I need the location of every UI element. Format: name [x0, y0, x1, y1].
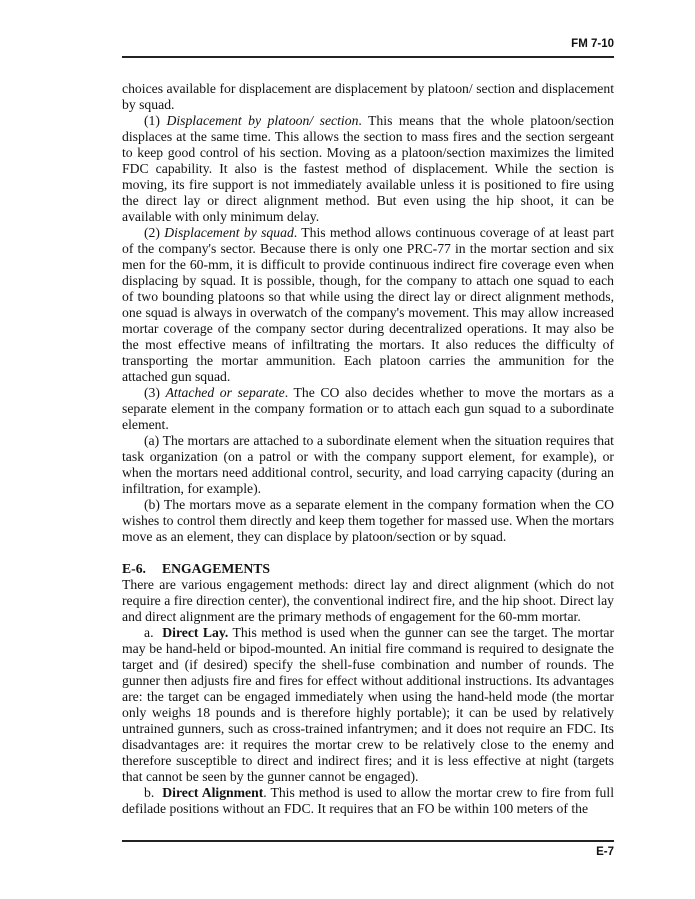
paragraph-label: (2): [144, 225, 165, 240]
paragraph-displacement-by-squad: [122, 225, 614, 385]
footer-rule: [122, 840, 614, 842]
paragraph-a-attached: (a) The mortars are attached to a subordinate element when the situation requires that task organization (on a patrol or with the company support element, for example), or when the mortars need additional control, security, and load carrying capacity (during an infiltration, for example).: [122, 433, 614, 496]
paragraph-title: Direct Alignment: [162, 785, 264, 800]
paragraph-text: This method is used when the gunner can see the target. The mortar may be hand-held or bipod-mounted. An initial fire command is required to designate the target and (if desired) specify the shell-fuse combination and number of rounds. The gunner then adjusts fire and fires for effect without additional instructions. Its advantages are: the target can be engaged immediately when using the hand-held mode (the mortar only weighs 18 pounds and is therefore highly portable); it can be used by relatively untrained gunners, such as cross-trained infantrymen; and it does not require an FDC. Its disadvantages are: it requires the mortar crew to be relatively close to the enemy and therefore susceptible to direct and indirect fires; and it is less effective at night (targets that cannot be seen by the gunner cannot be engaged).: [122, 625, 614, 784]
paragraph-label: (1): [144, 113, 167, 128]
paragraph-attached-or-separate: [122, 385, 614, 433]
paragraph-title: Direct Lay.: [162, 625, 229, 640]
paragraph-direct-lay: [122, 625, 614, 785]
section-intro: There are various engagement methods: direct lay and direct alignment (which do not require a fire direction center), the conventional indirect fire, and the hip shoot. Direct lay and direct alignment are the primary methods of engagement for the 60-mm mortar.: [122, 577, 614, 624]
paragraph-label: a.: [144, 625, 154, 640]
section-number: E-6.: [122, 561, 146, 576]
paragraph-text: . The CO also decides whether to move the mortars as a separate element in the company formation or to attach each gun squad to a subordinate element.: [122, 385, 614, 432]
paragraph-title: Attached or separate: [165, 385, 285, 400]
running-header: FM 7-10: [571, 38, 614, 50]
page-body: [122, 81, 614, 817]
page-number: E-7: [596, 846, 614, 858]
paragraph-continuation: choices available for displacement are displacement by platoon/ section and displacement by squad.: [122, 81, 614, 112]
paragraph-text: . This means that the whole platoon/section displaces at the same time. This allows the section to mass fires and the section sergeant to keep good control of his section. Moving as a platoon/section maximizes the limited FDC capability. It also is the fastest method of displacement. While the section is moving, its fire support is not immediately available unless it is positioned to fire using the direct lay or direct alignment method. But even using the hip shoot, it can be available with only minimum delay.: [122, 113, 615, 224]
paragraph-text: . This method is used to allow the mortar crew to fire from full defilade positions without an FDC. It requires that an FO be within 100 meters of the: [122, 785, 614, 816]
paragraph-label: (3): [144, 385, 166, 400]
paragraph-direct-alignment: [122, 785, 614, 817]
paragraph-displacement-by-platoon: [122, 113, 614, 225]
section-heading: [122, 561, 614, 577]
paragraph-label: b.: [144, 785, 155, 800]
paragraph-title: Displacement by squad: [164, 225, 294, 240]
paragraph-b-separate: (b) The mortars move as a separate element in the company formation when the CO wishes to control them directly and keep them together for massed use. When the mortars move as an element, they can displace by platoon/section or by squad.: [122, 497, 614, 544]
header-rule: [122, 56, 614, 58]
section-title: ENGAGEMENTS: [162, 561, 270, 576]
paragraph-text: . This method allows continuous coverage of at least part of the company's sector. Because there is only one PRC-77 in the mortar section and six men for the 60-mm, it is difficult to provide continuous indirect fire coverage even when displacing by squad. It is possible, though, for the company to attach one squad to each of two bounding platoons so that while using the direct lay or direct alignment methods, one squad is always in overwatch of the company's movement. This may allow increased mortar coverage of the company sector during decentralized operations. It may also be the most effective means of infiltrating the mortars. It also reduces the difficulty of transporting the mortar ammunition. Each platoon carries the ammunition for the attached gun squad.: [122, 225, 614, 384]
paragraph-title: Displacement by platoon/ section: [166, 113, 359, 128]
